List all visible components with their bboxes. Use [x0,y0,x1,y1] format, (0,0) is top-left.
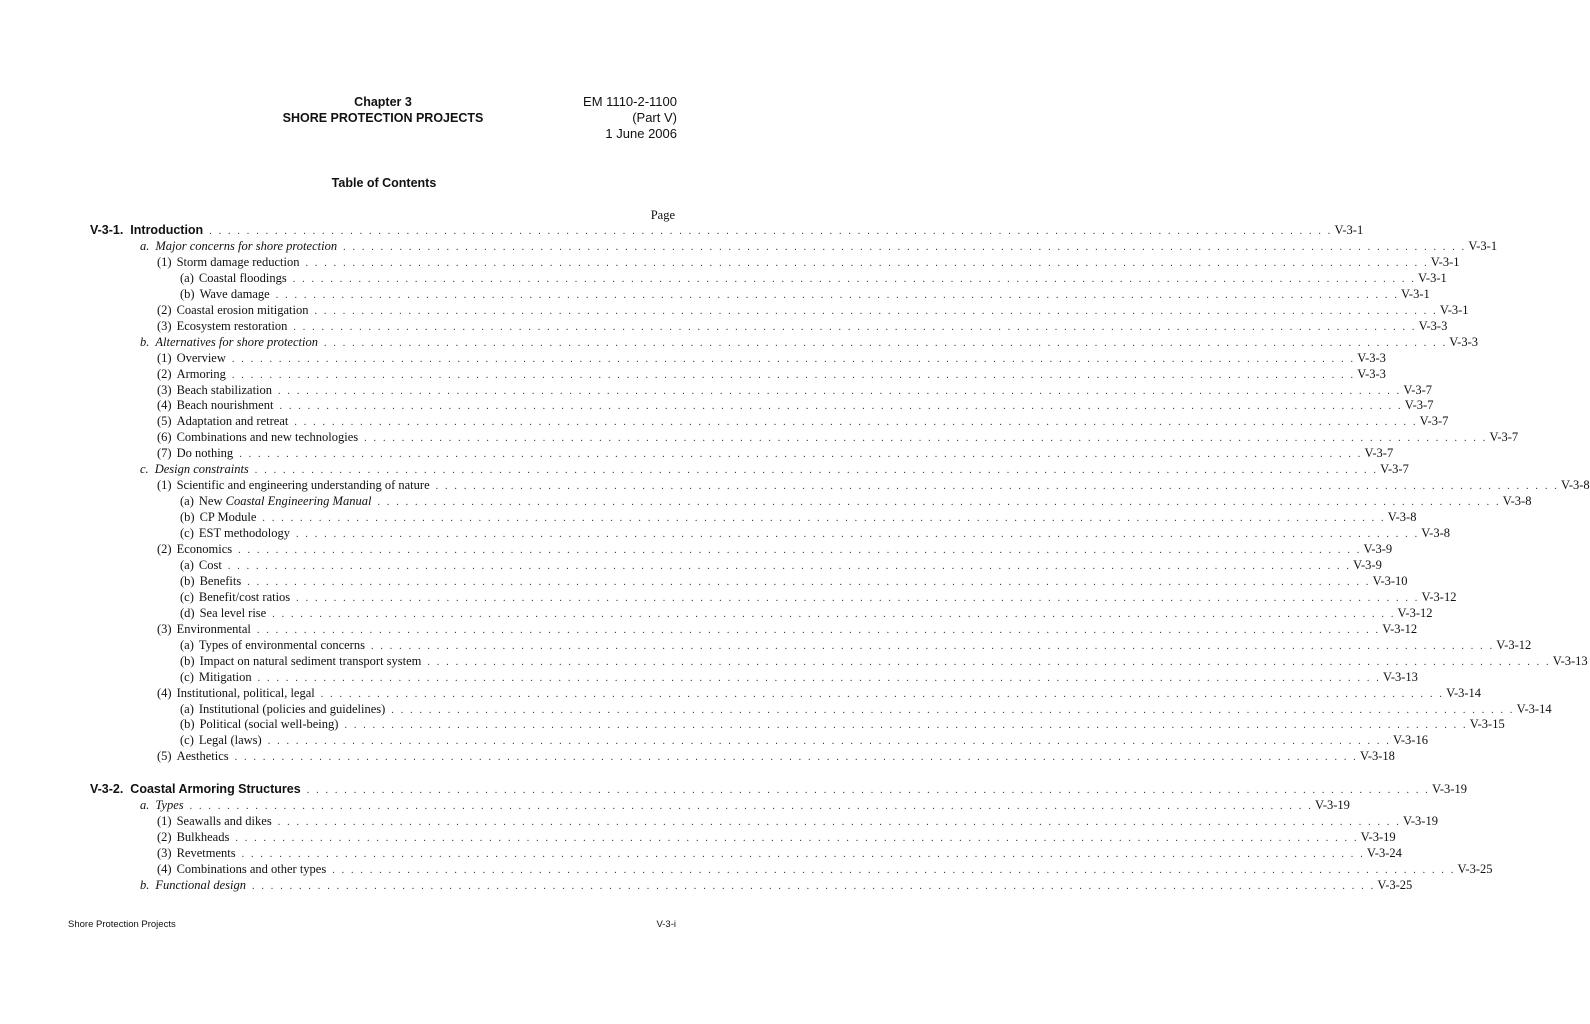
toc-entry-number: c. [140,462,149,477]
toc-page-number: V-3-16 [1393,733,1428,748]
toc-page-number: V-3-7 [1404,398,1434,413]
toc-entry [157,254,1460,271]
toc-entry [157,862,1493,878]
document-identifier [520,94,677,142]
toc-entry-label: Major concerns for shore protection [155,238,338,253]
toc-entry-label: Do nothing [176,446,234,461]
dot-leader: . . . . . . . . . . . . . . . . . . . . . . . . . . . . . . . . . . . . . . . . . . . . . . . . . . . . . . . . . . . . . . . . . . . . . . . . . . . . . . . . . . . . . . . . . . . . . . . . . . . . . . . . . . . . . . . . . . . . . . . . [209,226,1333,237]
toc-page-number: V-3-14 [1446,685,1482,700]
dot-leader: . . . . . . . . . . . . . . . . . . . . . . . . . . . . . . . . . . . . . . . . . . . . . . . . . . . . . . . . . . . . . . . . . . . . . . . . . . . . . . . . . . . . . . . . . . . . . . . . . . . . . . . . . . . . . . . . . . . . . . . . [235,833,1359,845]
toc-page-number: V-3-9 [1363,542,1393,556]
toc-entry-number: (b) [180,573,195,588]
toc-entry-number: (c) [180,733,194,748]
toc-entry-label: Overview [176,350,226,365]
dot-leader: . . . . . . . . . . . . . . . . . . . . . . . . . . . . . . . . . . . . . . . . . . . . . . . . . . . . . . . . . . . . . . . . . . . . . . . . . . . . . . . . . . . . . . . . . . . . . . . . . . . . . . . . . . . . . . . . . . . . . . . . [238,545,1362,556]
toc-entry [180,733,1428,749]
toc-entry-number: (2) [157,830,172,845]
toc-entry-number: (3) [157,382,172,397]
toc-entry-label: Impact on natural sediment transport system [199,653,422,668]
toc-entry [157,446,1394,462]
dot-leader: . . . . . . . . . . . . . . . . . . . . . . . . . . . . . . . . . . . . . . . . . . . . . . . . . . . . . . . . . . . . . . . . . . . . . . . . . . . . . . . . . . . . . . . . . . . . . . . . . . . . . . . . . . . . . . . . . . . . . . . . [305,257,1429,269]
toc-page-number: V-3-25 [1457,862,1493,877]
dot-leader: . . . . . . . . . . . . . . . . . . . . . . . . . . . . . . . . . . . . . . . . . . . . . . . . . . . . . . . . . . . . . . . . . . . . . . . . . . . . . . . . . . . . . . . . . . . . . . . . . . . . . . . . . . . . . . . . . . . . . . . . [314,305,1438,317]
dot-leader: . . . . . . . . . . . . . . . . . . . . . . . . . . . . . . . . . . . . . . . . . . . . . . . . . . . . . . . . . . . . . . . . . . . . . . . . . . . . . . . . . . . . . . . . . . . . . . . . . . . . . . . . . . . . . . . . . . . . . . . . [231,353,1356,365]
toc-page-number: V-3-1 [1439,302,1469,317]
chapter-number: Chapter 3 [354,95,412,109]
toc-page-number: V-3-19 [1314,798,1350,813]
toc-page-number: V-3-19 [1360,830,1396,845]
toc-page-number: V-3-8 [1560,478,1590,493]
dot-leader: . . . . . . . . . . . . . . . . . . . . . . . . . . . . . . . . . . . . . . . . . . . . . . . . . . . . . . . . . . . . . . . . . . . . . . . . . . . . . . . . . . . . . . . . . . . . . . . . . . . . . . . . . . . . . . . . . . . . . . . . [231,369,1356,381]
toc-page-number: V-3-12 [1421,589,1457,604]
dot-leader: . . . . . . . . . . . . . . . . . . . . . . . . . . . . . . . . . . . . . . . . . . . . . . . . . . . . . . . . . . . . . . . . . . . . . . . . . . . . . . . . . . . . . . . . . . . . . . . . . . . . . . . . . . . . . . . . . . . . . . . . [323,337,1448,349]
toc-entry-number: (1) [157,350,172,365]
dot-leader: . . . . . . . . . . . . . . . . . . . . . . . . . . . . . . . . . . . . . . . . . . . . . . . . . . . . . . . . . . . . . . . . . . . . . . . . . . . . . . . . . . . . . . . . . . . . . . . . . . . . . . . . . . . . . . . . . . . . . . . . [277,817,1402,829]
toc-entry-number: (a) [180,637,194,652]
toc-entry-label: Coastal floodings [198,270,287,285]
dot-leader: . . . . . . . . . . . . . . . . . . . . . . . . . . . . . . . . . . . . . . . . . . . . . . . . . . . . . . . . . . . . . . . . . . . . . . . . . . . . . . . . . . . . . . . . . . . . . . . . . . . . . . . . . . . . . . . . . . . . . . . . [227,560,1352,572]
toc-page-number: V-3-10 [1372,573,1408,588]
toc-entry-number: b. [140,334,150,349]
toc-entry-number: a. [140,798,150,813]
toc-entry-label: Storm damage reduction [176,254,300,269]
toc-entry-number: (4) [157,862,172,877]
toc-page-number: V-3-1 [1334,223,1364,237]
dot-leader: . . . . . . . . . . . . . . . . . . . . . . . . . . . . . . . . . . . . . . . . . . . . . . . . . . . . . . . . . . . . . . . . . . . . . . . . . . . . . . . . . . . . . . . . . . . . . . . . . . . . . . . . . . . . . . . . . . . . . . . . [427,656,1551,668]
toc-entry-number: (b) [180,286,195,301]
toc-entry-number: (2) [157,302,172,317]
toc-entry-label: Beach stabilization [176,382,273,397]
toc-entry [180,701,1552,718]
dot-leader: . . . . . . . . . . . . . . . . . . . . . . . . . . . . . . . . . . . . . . . . . . . . . . . . . . . . . . . . . . . . . . . . . . . . . . . . . . . . . . . . . . . . . . . . . . . . . . . . . . . . . . . . . . . . . . . . . . . . . . . . [295,529,1420,541]
dot-leader: . . . . . . . . . . . . . . . . . . . . . . . . . . . . . . . . . . . . . . . . . . . . . . . . . . . . . . . . . . . . . . . . . . . . . . . . . . . . . . . . . . . . . . . . . . . . . . . . . . . . . . . . . . . . . . . . . . . . . . . . [320,688,1445,700]
toc-entry [180,653,1588,670]
toc-entry-number: (4) [157,685,172,700]
toc-entry-number: (1) [157,814,172,829]
toc-entry [157,830,1396,846]
toc-entry [180,494,1532,510]
toc-entry-label: Benefits [199,573,242,588]
toc-page-number: V-3-19 [1432,782,1467,797]
dot-leader: . . . . . . . . . . . . . . . . . . . . . . . . . . . . . . . . . . . . . . . . . . . . . . . . . . . . . . . . . . . . . . . . . . . . . . . . . . . . . . . . . . . . . . . . . . . . . . . . . . . . . . . . . . . . . . . . . . . . . . . . [241,849,1365,861]
dot-leader: . . . . . . . . . . . . . . . . . . . . . . . . . . . . . . . . . . . . . . . . . . . . . . . . . . . . . . . . . . . . . . . . . . . . . . . . . . . . . . . . . . . . . . . . . . . . . . . . . . . . . . . . . . . . . . . . . . . . . . . . [272,608,1396,620]
toc-entry [180,573,1408,590]
toc-entry-number: (1) [157,254,172,269]
toc-entry-label: Sea level rise [199,605,267,620]
toc-entry-label-italic: Coastal Engineering Manual [225,494,372,509]
toc-entry-label: Institutional (policies and guidelines) [198,701,386,716]
toc-entry-number: (7) [157,446,172,461]
dot-leader: . . . . . . . . . . . . . . . . . . . . . . . . . . . . . . . . . . . . . . . . . . . . . . . . . . . . . . . . . . . . . . . . . . . . . . . . . . . . . . . . . . . . . . . . . . . . . . . . . . . . . . . . . . . . . . . . . . . . . . . . [239,449,1363,461]
dot-leader: . . . . . . . . . . . . . . . . . . . . . . . . . . . . . . . . . . . . . . . . . . . . . . . . . . . . . . . . . . . . . . . . . . . . . . . . . . . . . . . . . . . . . . . . . . . . . . . . . . . . . . . . . . . . . . . . . . . . . . . . [189,801,1313,813]
toc-page-number: V-3-9 [1353,557,1382,572]
doc-part: (Part V) [632,110,677,125]
toc-page-number: V-3-14 [1516,701,1552,716]
toc-entry-label: New [198,494,226,509]
toc-entry-label: Adaptation and retreat [176,414,289,429]
toc-page-number: V-3-7 [1419,414,1449,429]
toc-entry [140,798,1350,814]
toc-entry-label: Types of environmental concerns [198,637,365,652]
chapter-heading [228,94,538,126]
toc-page-number: V-3-1 [1418,270,1447,285]
toc-entry-label: Seawalls and dikes [176,814,272,829]
toc-entry [180,605,1433,622]
toc-page-number: V-3-7 [1364,446,1394,461]
toc-entry-label: Functional design [155,878,246,892]
toc-entry [140,462,1409,478]
toc-entry [140,334,1478,351]
toc-entry [157,414,1449,430]
toc-entry-number: (6) [157,430,172,445]
toc-entry-label: Ecosystem restoration [176,318,288,333]
toc-entry-number: (2) [157,542,172,556]
toc-entry [157,318,1448,335]
toc-entry-number: (b) [180,653,195,668]
toc-page-number: V-3-25 [1377,878,1413,892]
toc-entry [180,637,1532,654]
toc-section-entry [90,782,1467,798]
toc-entry-label: Combinations and new technologies [176,430,359,445]
toc-entry-label: Design constraints [154,462,249,477]
toc-entry [180,669,1418,686]
dot-leader: . . . . . . . . . . . . . . . . . . . . . . . . . . . . . . . . . . . . . . . . . . . . . . . . . . . . . . . . . . . . . . . . . . . . . . . . . . . . . . . . . . . . . . . . . . . . . . . . . . . . . . . . . . . . . . . . . . . . . . . . [252,881,1376,892]
toc-entry [157,749,1395,765]
toc-entry-label: Legal (laws) [198,733,262,748]
dot-leader: . . . . . . . . . . . . . . . . . . . . . . . . . . . . . . . . . . . . . . . . . . . . . . . . . . . . . . . . . . . . . . . . . . . . . . . . . . . . . . . . . . . . . . . . . . . . . . . . . . . . . . . . . . . . . . . . . . . . . . . . [435,481,1559,493]
toc-entry-label: Bulkheads [176,830,230,845]
toc-page-number: V-3-13 [1382,669,1418,684]
toc-entry [180,270,1447,287]
toc-entry [157,350,1386,367]
toc-entry-label: Institutional, political, legal [176,685,315,700]
toc-page-number: V-3-7 [1403,382,1433,397]
dot-leader: . . . . . . . . . . . . . . . . . . . . . . . . . . . . . . . . . . . . . . . . . . . . . . . . . . . . . . . . . . . . . . . . . . . . . . . . . . . . . . . . . . . . . . . . . . . . . . . . . . . . . . . . . . . . . . . . . . . . . . . . [294,417,1418,429]
toc-page-number: V-3-12 [1496,637,1532,652]
toc-entry-number: (c) [180,669,194,684]
toc-page-number: V-3-3 [1357,366,1386,381]
toc-section-entry [90,223,1364,239]
toc-page-number: V-3-7 [1380,462,1409,477]
toc-entry [140,238,1498,255]
toc-page-number: V-3-8 [1502,494,1532,509]
dot-leader: . . . . . . . . . . . . . . . . . . . . . . . . . . . . . . . . . . . . . . . . . . . . . . . . . . . . . . . . . . . . . . . . . . . . . . . . . . . . . . . . . . . . . . . . . . . . . . . . . . . . . . . . . . . . . . . . . . . . . . . . [343,241,1467,253]
toc-entry [180,286,1430,303]
toc-page-number: V-3-1 [1401,286,1430,301]
toc-entry-label: Benefit/cost ratios [198,589,291,604]
dot-leader: . . . . . . . . . . . . . . . . . . . . . . . . . . . . . . . . . . . . . . . . . . . . . . . . . . . . . . . . . . . . . . . . . . . . . . . . . . . . . . . . . . . . . . . . . . . . . . . . . . . . . . . . . . . . . . . . . . . . . . . . [377,497,1501,509]
toc-entry-number: (a) [180,557,194,572]
toc-entry-label: Alternatives for shore protection [155,334,318,349]
toc-page-number: V-3-15 [1469,717,1505,732]
toc-entry-label: Environmental [176,621,251,636]
toc-entry-number: (3) [157,846,172,861]
toc-page-number: V-3-3 [1357,350,1386,365]
toc-section-label: V-3-1. Introduction [90,223,204,237]
dot-leader: . . . . . . . . . . . . . . . . . . . . . . . . . . . . . . . . . . . . . . . . . . . . . . . . . . . . . . . . . . . . . . . . . . . . . . . . . . . . . . . . . . . . . . . . . . . . . . . . . . . . . . . . . . . . . . . . . . . . . . . . [275,289,1400,301]
dot-leader: . . . . . . . . . . . . . . . . . . . . . . . . . . . . . . . . . . . . . . . . . . . . . . . . . . . . . . . . . . . . . . . . . . . . . . . . . . . . . . . . . . . . . . . . . . . . . . . . . . . . . . . . . . . . . . . . . . . . . . . . [370,640,1495,652]
toc-entry [180,526,1450,542]
toc-entry [157,542,1393,558]
dot-leader: . . . . . . . . . . . . . . . . . . . . . . . . . . . . . . . . . . . . . . . . . . . . . . . . . . . . . . . . . . . . . . . . . . . . . . . . . . . . . . . . . . . . . . . . . . . . . . . . . . . . . . . . . . . . . . . . . . . . . . . . [332,865,1456,877]
toc-entry-number: (b) [180,717,195,732]
dot-leader: . . . . . . . . . . . . . . . . . . . . . . . . . . . . . . . . . . . . . . . . . . . . . . . . . . . . . . . . . . . . . . . . . . . . . . . . . . . . . . . . . . . . . . . . . . . . . . . . . . . . . . . . . . . . . . . . . . . . . . . . [278,385,1402,397]
toc-entry [157,398,1434,414]
toc-entry-number: (a) [180,270,194,285]
toc-entry-number: (a) [180,494,194,509]
toc-entry [157,685,1482,702]
dot-leader: . . . . . . . . . . . . . . . . . . . . . . . . . . . . . . . . . . . . . . . . . . . . . . . . . . . . . . . . . . . . . . . . . . . . . . . . . . . . . . . . . . . . . . . . . . . . . . . . . . . . . . . . . . . . . . . . . . . . . . . . [234,752,1358,764]
toc-page-number: V-3-8 [1387,510,1417,525]
dot-leader: . . . . . . . . . . . . . . . . . . . . . . . . . . . . . . . . . . . . . . . . . . . . . . . . . . . . . . . . . . . . . . . . . . . . . . . . . . . . . . . . . . . . . . . . . . . . . . . . . . . . . . . . . . . . . . . . . . . . . . . . [344,720,1468,732]
toc-entry-label: Economics [176,542,233,556]
toc-entry-number: (c) [180,589,194,604]
toc-entry-number: (3) [157,318,172,333]
chapter-title: SHORE PROTECTION PROJECTS [282,111,484,125]
toc-entry [180,557,1382,574]
toc-entry-label: Types [155,798,184,813]
toc-section-label: V-3-2. Coastal Armoring Structures [90,782,301,797]
dot-leader: . . . . . . . . . . . . . . . . . . . . . . . . . . . . . . . . . . . . . . . . . . . . . . . . . . . . . . . . . . . . . . . . . . . . . . . . . . . . . . . . . . . . . . . . . . . . . . . . . . . . . . . . . . . . . . . . . . . . . . . . [293,321,1417,333]
toc-entry-label: Revetments [176,846,236,861]
toc-entry-number: (b) [180,510,195,525]
toc-entry [157,302,1469,319]
dot-leader: . . . . . . . . . . . . . . . . . . . . . . . . . . . . . . . . . . . . . . . . . . . . . . . . . . . . . . . . . . . . . . . . . . . . . . . . . . . . . . . . . . . . . . . . . . . . . . . . . . . . . . . . . . . . . . . . . . . . . . . . [254,465,1379,477]
dot-leader: . . . . . . . . . . . . . . . . . . . . . . . . . . . . . . . . . . . . . . . . . . . . . . . . . . . . . . . . . . . . . . . . . . . . . . . . . . . . . . . . . . . . . . . . . . . . . . . . . . . . . . . . . . . . . . . . . . . . . . . . [256,624,1381,636]
toc-page-number: V-3-19 [1403,814,1438,829]
toc-page-number: V-3-24 [1366,846,1402,861]
toc-entry-number: (3) [157,621,172,636]
toc-entry-label: Coastal erosion mitigation [176,302,309,317]
toc-entry-label: Armoring [176,366,226,381]
toc-page-number: V-3-7 [1489,430,1519,445]
toc-page-number: V-3-3 [1418,318,1448,333]
doc-number: EM 1110-2-1100 [583,94,677,109]
toc-page-number: V-3-18 [1359,749,1395,764]
toc-page-number: V-3-1 [1468,238,1498,253]
dot-leader: . . . . . . . . . . . . . . . . . . . . . . . . . . . . . . . . . . . . . . . . . . . . . . . . . . . . . . . . . . . . . . . . . . . . . . . . . . . . . . . . . . . . . . . . . . . . . . . . . . . . . . . . . . . . . . . . . . . . . . . . [391,704,1515,716]
toc-page-number: V-3-12 [1382,621,1418,636]
toc-entry-number: a. [140,238,150,253]
toc-entry-label: Wave damage [199,286,270,301]
toc-entry [157,366,1386,383]
toc-entry-label: Scientific and engineering understanding of nature [176,478,430,493]
toc-entry-label: Cost [198,557,222,572]
toc-entry-number: (2) [157,366,172,381]
toc-entry-label: Beach nourishment [176,398,274,413]
toc-page-number: V-3-8 [1421,526,1450,541]
toc-entry-number: (5) [157,414,172,429]
toc-entry-label: Combinations and other types [176,862,327,877]
toc-entry-number: (a) [180,701,194,716]
toc-entry-number: (5) [157,749,172,764]
toc-page-number: V-3-13 [1552,653,1588,668]
dot-leader: . . . . . . . . . . . . . . . . . . . . . . . . . . . . . . . . . . . . . . . . . . . . . . . . . . . . . . . . . . . . . . . . . . . . . . . . . . . . . . . . . . . . . . . . . . . . . . . . . . . . . . . . . . . . . . . . . . . . . . . . [296,592,1420,604]
dot-leader: . . . . . . . . . . . . . . . . . . . . . . . . . . . . . . . . . . . . . . . . . . . . . . . . . . . . . . . . . . . . . . . . . . . . . . . . . . . . . . . . . . . . . . . . . . . . . . . . . . . . . . . . . . . . . . . . . . . . . . . . [279,401,1403,413]
toc-title: Table of Contents [331,176,437,190]
dot-leader: . . . . . . . . . . . . . . . . . . . . . . . . . . . . . . . . . . . . . . . . . . . . . . . . . . . . . . . . . . . . . . . . . . . . . . . . . . . . . . . . . . . . . . . . . . . . . . . . . . . . . . . . . . . . . . . . . . . . . . . . [262,513,1386,525]
toc-entry [180,510,1417,526]
toc-entry-label: Aesthetics [176,749,229,764]
toc-entry-number: (1) [157,478,172,493]
toc-entry [157,814,1438,830]
page-column-label: Page [650,208,675,222]
toc-entry [157,430,1519,446]
toc-entry [140,878,1413,894]
toc-entry [157,621,1418,638]
toc-entry-label: Mitigation [198,669,252,684]
dot-leader: . . . . . . . . . . . . . . . . . . . . . . . . . . . . . . . . . . . . . . . . . . . . . . . . . . . . . . . . . . . . . . . . . . . . . . . . . . . . . . . . . . . . . . . . . . . . . . . . . . . . . . . . . . . . . . . . . . . . . . . . [292,273,1417,285]
dot-leader: . . . . . . . . . . . . . . . . . . . . . . . . . . . . . . . . . . . . . . . . . . . . . . . . . . . . . . . . . . . . . . . . . . . . . . . . . . . . . . . . . . . . . . . . . . . . . . . . . . . . . . . . . . . . . . . . . . . . . . . . [364,433,1488,445]
toc-entry [157,382,1433,399]
doc-date: 1 June 2006 [605,126,677,141]
toc-entry-label: Political (social well-being) [199,717,339,732]
toc-entry [180,589,1457,606]
toc-entry-label: CP Module [199,510,257,525]
dot-leader: . . . . . . . . . . . . . . . . . . . . . . . . . . . . . . . . . . . . . . . . . . . . . . . . . . . . . . . . . . . . . . . . . . . . . . . . . . . . . . . . . . . . . . . . . . . . . . . . . . . . . . . . . . . . . . . . . . . . . . . . [257,672,1381,684]
dot-leader: . . . . . . . . . . . . . . . . . . . . . . . . . . . . . . . . . . . . . . . . . . . . . . . . . . . . . . . . . . . . . . . . . . . . . . . . . . . . . . . . . . . . . . . . . . . . . . . . . . . . . . . . . . . . . . . . . . . . . . . . [306,785,1431,797]
toc-entry-number: (4) [157,398,172,413]
toc-entry-number: (c) [180,526,194,541]
toc-entry-label: EST methodology [198,526,290,541]
toc-entry [180,717,1505,733]
toc-page-number: V-3-1 [1430,254,1460,269]
toc-entry-number: (d) [180,605,195,620]
footer-title: Shore Protection Projects [68,919,176,930]
dot-leader: . . . . . . . . . . . . . . . . . . . . . . . . . . . . . . . . . . . . . . . . . . . . . . . . . . . . . . . . . . . . . . . . . . . . . . . . . . . . . . . . . . . . . . . . . . . . . . . . . . . . . . . . . . . . . . . . . . . . . . . . [267,736,1392,748]
toc-entry [157,846,1402,862]
toc-entry-number: b. [140,878,150,892]
dot-leader: . . . . . . . . . . . . . . . . . . . . . . . . . . . . . . . . . . . . . . . . . . . . . . . . . . . . . . . . . . . . . . . . . . . . . . . . . . . . . . . . . . . . . . . . . . . . . . . . . . . . . . . . . . . . . . . . . . . . . . . . [247,576,1371,588]
toc-page-number: V-3-12 [1397,605,1433,620]
footer-page-number: V-3-i [656,919,676,930]
toc-entry [157,478,1590,494]
toc-page-number: V-3-3 [1449,334,1478,349]
